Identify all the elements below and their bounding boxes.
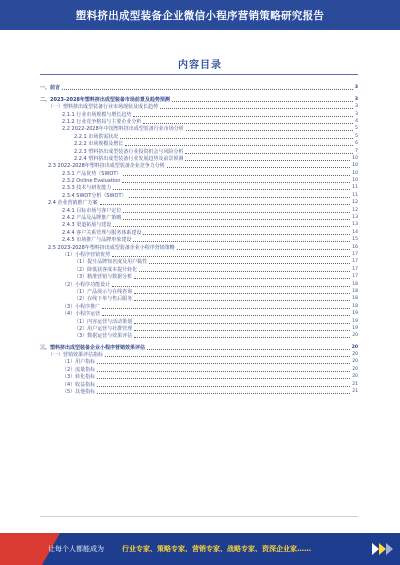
toc-page-number: 18	[352, 281, 358, 287]
toc-leader-dots	[147, 349, 350, 350]
toc-entry[interactable]	[40, 343, 358, 350]
toc-heading: 内容目录	[178, 60, 222, 71]
toc-leader-dots	[177, 249, 350, 250]
toc-entry[interactable]	[40, 155, 358, 162]
toc-page-number: 18	[352, 303, 358, 309]
toc-page-number: 20	[352, 374, 358, 380]
header-bar	[0, 0, 400, 30]
toc-entry-text: （5）其他指标	[62, 389, 96, 396]
toc-leader-dots	[134, 293, 350, 294]
toc-page-number: 18	[352, 288, 358, 294]
toc-entry[interactable]	[40, 288, 358, 295]
toc-page-number: 11	[352, 192, 358, 198]
toc-entry[interactable]	[40, 388, 358, 395]
toc-entry-text: （4）小程序运营	[62, 311, 101, 318]
toc-entry-text: 2.4.3 渠道拓展与建设	[62, 222, 112, 229]
footer-divider	[40, 516, 358, 517]
toc-leader-dots	[120, 138, 353, 139]
toc-page-number: 13	[352, 215, 358, 221]
toc-entry-text: 2.4.4 客户关系管理与服务体系建设	[62, 229, 142, 236]
toc-page-number: 15	[352, 237, 358, 243]
toc-leader-dots	[134, 330, 350, 331]
toc-leader-dots	[97, 386, 350, 387]
toc-entry-text: 2.2 2022-2028年中国塑料挤出成型装备行业市场分析	[62, 126, 184, 133]
toc-entry-text: （1）内容运营与活动策划	[74, 318, 133, 325]
toc-entry[interactable]	[40, 265, 358, 272]
toc-entry[interactable]	[40, 273, 358, 280]
toc-leader-dots	[134, 323, 350, 324]
toc-page-number: 20	[352, 352, 358, 358]
toc-page-number: 17	[352, 266, 358, 272]
toc-page-number: 14	[352, 229, 358, 235]
toc-leader-dots	[129, 197, 351, 198]
toc-entry-text: 2.1.2 行业竞争格局与主要企业分析	[62, 118, 142, 125]
toc-entry[interactable]	[40, 251, 358, 258]
toc-leader-dots	[172, 101, 353, 102]
toc-entry-text: （一）塑料挤出成型装备行业市场现状及成长趋势	[48, 104, 159, 111]
toc-entry-text: 2.3.1 产品优势（SWOT）	[62, 170, 122, 177]
toc-leader-dots	[113, 226, 350, 227]
toc-leader-dots	[134, 278, 350, 279]
toc-entry[interactable]	[40, 325, 358, 332]
toc-leader-dots	[122, 182, 350, 183]
toc-entry-text: 2.2.3 塑料挤出成型装备行业投资机会与风险分析	[74, 148, 184, 155]
toc-entry-text: 2.3.4 SWOT分析（SWOT）	[62, 192, 127, 199]
toc-entry[interactable]	[40, 214, 358, 221]
toc-page-number: 19	[352, 318, 358, 324]
toc-entry-text: 2.4.2 产品及品牌推广策略	[62, 215, 122, 222]
toc-entry-text: （2）在线下单与售后服务	[74, 296, 133, 303]
toc-entry-text: （1）用户指标	[62, 359, 96, 366]
toc-entry[interactable]	[40, 140, 358, 147]
footer-banner	[0, 533, 400, 565]
toc-entry[interactable]	[40, 95, 358, 102]
toc-leader-dots	[134, 300, 350, 301]
toc-leader-dots	[143, 234, 350, 235]
toc-leader-dots	[125, 145, 353, 146]
toc-page-number: 10	[352, 163, 358, 169]
toc-entry-text: 二、2023-2028年塑料挤出成型装备市场前景及趋势预测	[40, 96, 170, 103]
toc-entry-text: （2）用户运营与社群管理	[74, 325, 133, 332]
toc-entry[interactable]	[40, 199, 358, 206]
toc-page-number: 6	[355, 141, 358, 147]
toc-entry[interactable]	[40, 118, 358, 125]
toc-entry[interactable]	[40, 302, 358, 309]
toc-leader-dots	[102, 308, 350, 309]
toc-page-number: 21	[352, 389, 358, 395]
toc-entry-text: （3）小程序推广	[62, 303, 101, 310]
toc-leader-dots	[97, 393, 350, 394]
toc-page-number: 4	[355, 118, 358, 124]
toc-page-number: 20	[352, 366, 358, 372]
toc-leader-dots	[105, 356, 350, 357]
toc-entry-text: （1）提升品牌知名度及用户黏性	[74, 259, 148, 266]
footer-slogan: 行业专家、策略专家、营销专家、战略专家、资深企业家……	[122, 545, 311, 553]
toc-page-number: 19	[352, 311, 358, 317]
toc-entry-text: 2.4 企业营销推广方案	[48, 200, 98, 207]
toc-entry[interactable]	[40, 373, 358, 380]
toc-leader-dots	[97, 371, 350, 372]
toc-entry-text: 2.4.5 市场推广与品牌形象建设	[62, 237, 132, 244]
toc-entry[interactable]	[40, 206, 358, 213]
toc-entry-text: （一）营销效果评估指标	[48, 352, 104, 359]
table-of-contents	[40, 84, 358, 395]
toc-entry[interactable]	[40, 380, 358, 387]
toc-entry[interactable]	[40, 191, 358, 198]
toc-leader-dots	[139, 271, 350, 272]
toc-entry-text: 2.3 2022-2028年塑料挤出成型装备企业竞争力分析	[48, 163, 165, 170]
toc-entry-text: 一、前言	[40, 85, 61, 92]
toc-leader-dots	[185, 153, 353, 154]
toc-entry-text: 2.3.3 技术与研发能力	[62, 185, 112, 192]
toc-page-number: 16	[352, 244, 358, 250]
toc-page-number: 5	[355, 133, 358, 139]
toc-entry-text: （1）小程序营销优势	[62, 251, 111, 258]
toc-entry-text: 2.2.2 市场规模及增长	[74, 141, 124, 148]
toc-page-number: 10	[352, 170, 358, 176]
toc-page-number: 17	[352, 259, 358, 265]
toc-leader-dots	[167, 167, 350, 168]
footer-left-text: 让每个人都能成为	[48, 545, 104, 553]
toc-leader-dots	[143, 123, 353, 124]
toc-leader-dots	[123, 212, 350, 213]
toc-page-number: 17	[352, 274, 358, 280]
toc-page-number: 3	[354, 85, 358, 91]
toc-entry-text: （4）收益指标	[62, 381, 96, 388]
toc-entry-text: （2）流量指标	[62, 366, 96, 373]
toc-entry[interactable]	[40, 162, 358, 169]
toc-page-number: 11	[352, 185, 358, 191]
toc-entry[interactable]	[40, 125, 358, 132]
toc-leader-dots	[113, 189, 350, 190]
toc-entry-text: 2.2.4 塑料挤出成型装备行业发展趋势及前景预测	[74, 155, 184, 162]
toc-entry-text: （2）降低获客成本提升转化	[74, 266, 138, 273]
toc-entry-text: 2.3.2 Online Evaluation	[62, 178, 121, 185]
toc-divider	[40, 74, 358, 75]
toc-entry-text: 2.4.1 目标市场与客户定位	[62, 207, 122, 214]
toc-leader-dots	[62, 89, 353, 90]
toc-page-number: 18	[352, 296, 358, 302]
toc-entry[interactable]	[40, 147, 358, 154]
toc-leader-dots	[149, 263, 350, 264]
toc-leader-dots	[97, 378, 350, 379]
toc-leader-dots	[160, 108, 353, 109]
toc-entry[interactable]	[40, 258, 358, 265]
toc-entry[interactable]	[40, 236, 358, 243]
toc-leader-dots	[102, 315, 350, 316]
toc-entry[interactable]	[40, 132, 358, 139]
toc-leader-dots	[97, 363, 350, 364]
toc-page-number: 17	[352, 251, 358, 257]
toc-leader-dots	[133, 241, 350, 242]
toc-entry[interactable]	[40, 280, 358, 287]
toc-leader-dots	[134, 337, 350, 338]
toc-page-number: 10	[352, 178, 358, 184]
toc-entry[interactable]	[40, 317, 358, 324]
toc-entry[interactable]	[40, 365, 358, 372]
toc-page-number: 3	[355, 111, 358, 117]
toc-page-number: 20	[352, 359, 358, 365]
toc-page-number: 10	[352, 155, 358, 161]
toc-leader-dots	[133, 116, 353, 117]
toc-leader-dots	[185, 160, 350, 161]
toc-leader-dots	[112, 256, 350, 257]
toc-entry-text: （2）小程序功能设计	[62, 281, 111, 288]
toc-page-number: 20	[352, 333, 358, 339]
toc-page-number: 20	[351, 344, 358, 350]
toc-leader-dots	[112, 286, 350, 287]
toc-page-number: 21	[352, 381, 358, 387]
toc-page-number: 3	[354, 96, 358, 102]
toc-leader-dots	[186, 130, 353, 131]
report-title: 塑料挤出成型装备企业微信小程序营销策略研究报告	[75, 10, 325, 22]
toc-entry[interactable]	[40, 243, 358, 250]
toc-page-number: 12	[352, 207, 358, 213]
toc-entry-text: 2.1.1 行业市场规模与增长趋势	[62, 111, 132, 118]
toc-entry[interactable]	[40, 103, 358, 110]
toc-entry[interactable]	[40, 295, 358, 302]
toc-page-number: 19	[352, 325, 358, 331]
triangle-decoration-icon	[372, 543, 394, 555]
toc-entry[interactable]	[40, 310, 358, 317]
toc-entry[interactable]	[40, 332, 358, 339]
toc-entry-text: 2.5 2023-2028年塑料挤出成型装备企业小程序营销策略	[48, 244, 175, 251]
toc-entry-text: （3）转化指标	[62, 374, 96, 381]
toc-entry[interactable]	[40, 84, 358, 91]
toc-entry[interactable]	[40, 184, 358, 191]
toc-entry[interactable]	[40, 169, 358, 176]
toc-page-number: 3	[355, 104, 358, 110]
toc-page-number: 12	[352, 200, 358, 206]
toc-page-number: 5	[355, 126, 358, 132]
toc-leader-dots	[100, 204, 351, 205]
toc-leader-dots	[123, 219, 350, 220]
toc-entry-text: （3）数据运营与效果评估	[74, 333, 133, 340]
toc-entry[interactable]	[40, 351, 358, 358]
toc-entry[interactable]	[40, 228, 358, 235]
toc-entry-text: （3）精准营销与数据分析	[74, 274, 133, 281]
toc-entry-text: 2.2.1 市场供需状况	[74, 133, 119, 140]
toc-entry[interactable]	[40, 177, 358, 184]
toc-entry[interactable]	[40, 221, 358, 228]
toc-entry[interactable]	[40, 358, 358, 365]
toc-leader-dots	[123, 175, 350, 176]
toc-entry-text: （1）产品展示与在线咨询	[74, 288, 133, 295]
toc-entry[interactable]	[40, 110, 358, 117]
toc-entry-text: 三、塑料挤出成型装备企业小程序营销效果评估	[40, 344, 146, 351]
toc-page-number: 7	[355, 148, 358, 154]
toc-page-number: 13	[352, 222, 358, 228]
